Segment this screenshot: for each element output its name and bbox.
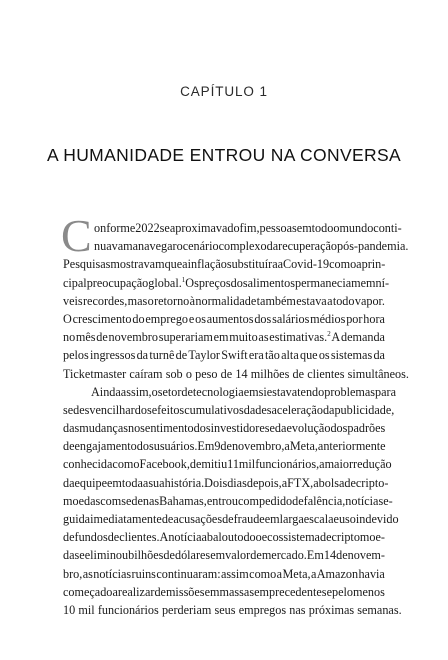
word: vapor. (354, 293, 385, 308)
word: funcionários (97, 602, 159, 617)
text-line (63, 565, 385, 583)
word: tão (265, 348, 280, 363)
word: valor (225, 548, 251, 563)
word: em (107, 475, 122, 490)
word: FTX, (287, 475, 314, 490)
footnote-marker: 1 (181, 275, 186, 284)
word: realizar (117, 584, 155, 599)
word: superariam (158, 330, 213, 345)
word: mostravam (110, 257, 165, 272)
word: a (319, 457, 325, 472)
word: mas (127, 293, 148, 308)
word: cripto- (355, 475, 389, 490)
word: se (159, 221, 170, 235)
word: funcionários, (255, 457, 320, 472)
word: dólares (174, 548, 211, 563)
word: retorno (154, 293, 190, 308)
word: de (63, 439, 75, 454)
word: seus (214, 602, 236, 617)
word: 2022 (135, 221, 160, 235)
word: todo (332, 293, 355, 308)
text-line (63, 292, 385, 310)
word: Em (197, 439, 215, 454)
word: redução (353, 457, 392, 472)
word: em (204, 584, 220, 599)
word: em (213, 330, 229, 345)
word: hora (363, 311, 385, 326)
text-line (63, 274, 390, 292)
word: complexo (218, 239, 267, 254)
word: maior (324, 457, 354, 472)
word: investidores (210, 421, 270, 436)
word: o (255, 530, 262, 545)
word: sem (249, 584, 269, 599)
word: que (164, 257, 183, 272)
word: preocupação (86, 275, 149, 290)
word: 14 (323, 548, 337, 563)
word: com (238, 493, 259, 508)
text-line (63, 255, 385, 273)
word: indevido (355, 512, 399, 526)
word: cipal (63, 275, 87, 290)
word: novembro (108, 330, 158, 345)
word: era (248, 348, 264, 363)
word: a (313, 475, 319, 490)
word: dos (254, 311, 272, 326)
word: de (163, 548, 175, 563)
text-line (63, 401, 395, 419)
chapter-label: CAPÍTULO 1 (180, 84, 268, 99)
word: de (220, 439, 232, 454)
word: de (292, 493, 304, 508)
word: Bahamas, (159, 493, 207, 508)
footnote-marker: 2 (327, 330, 331, 339)
word: a (276, 566, 283, 581)
word: da (322, 402, 335, 417)
word: A (159, 530, 169, 545)
body-text (63, 219, 409, 619)
word: bro, (63, 566, 83, 581)
word: mundo (339, 221, 374, 235)
word: preços (198, 275, 231, 290)
word: publicidade, (334, 402, 395, 417)
word: pós-pandemia. (337, 239, 409, 254)
word: conti- (373, 221, 402, 235)
word: permaneciam (294, 275, 361, 290)
word: aumentos (206, 311, 254, 326)
word: das (63, 548, 80, 563)
word: semanas. (357, 602, 402, 617)
word: empregos (238, 602, 287, 617)
text-line (63, 510, 399, 528)
word: em (360, 275, 376, 290)
word: mês (75, 330, 96, 345)
word: padrões (347, 421, 386, 436)
word: de (161, 512, 174, 526)
word: aproximava (169, 221, 228, 235)
text-line (63, 437, 385, 455)
word: navegar (138, 239, 177, 254)
word: a (142, 475, 149, 490)
word: turnê (149, 348, 175, 363)
word: o (147, 293, 154, 308)
word: dias (227, 475, 247, 490)
text-line (63, 419, 385, 437)
word: todo (311, 221, 334, 235)
word: em (210, 548, 226, 563)
word: estava (266, 384, 298, 399)
word: bolsa (318, 475, 345, 490)
word: Facebook, (139, 457, 190, 472)
word: assim (221, 566, 249, 581)
word: peso (195, 366, 218, 381)
word: e (326, 584, 332, 599)
word: que (299, 348, 318, 363)
word: em (243, 384, 259, 399)
word: Os (185, 275, 199, 290)
word: toda (121, 475, 143, 490)
word: clientes (307, 366, 345, 381)
word: sede (121, 493, 143, 508)
word: todo (233, 530, 256, 545)
word: mil (78, 602, 95, 617)
word: sistemas (330, 348, 373, 363)
word: veis (63, 293, 83, 308)
word: bilhões (128, 548, 164, 563)
word: criptomoe- (331, 530, 385, 545)
word: o (176, 239, 183, 254)
word: médios (310, 311, 346, 326)
word: falência, (303, 493, 346, 508)
word: moedas (63, 493, 101, 508)
word: imediatamente (90, 512, 162, 526)
word: no (63, 330, 76, 345)
word: a (281, 475, 288, 490)
word: recordes, (82, 293, 128, 308)
word: larga (279, 512, 304, 526)
word: em (264, 512, 280, 526)
word: mudanças (79, 421, 128, 436)
word: A (331, 330, 341, 345)
word: muito (229, 330, 258, 345)
word: precedentes (269, 584, 327, 599)
word: notícias (93, 566, 132, 581)
word: os (195, 311, 206, 326)
word: milhões (250, 366, 290, 381)
word: demitiu (189, 457, 228, 472)
word: pelo (332, 584, 354, 599)
word: Amazon (316, 566, 359, 581)
word: notícia (168, 530, 202, 545)
word: massa (219, 584, 250, 599)
word: da (373, 348, 385, 363)
word: ruins (131, 566, 156, 581)
word: de (107, 530, 120, 545)
word: se (63, 402, 74, 417)
text-line (63, 492, 393, 510)
word: O (63, 311, 72, 326)
word: Ticketmaster (63, 366, 127, 381)
word: onforme (94, 221, 136, 235)
word: simultâneos. (347, 366, 409, 381)
word: e (188, 311, 195, 326)
word: começado (63, 584, 113, 599)
word: Em (306, 548, 324, 563)
word: dos (134, 402, 152, 417)
word: guida (63, 512, 91, 526)
word: para (375, 384, 397, 399)
word: pessoas (259, 221, 297, 235)
word: Meta, (289, 439, 318, 454)
word: por (346, 311, 363, 326)
word: em (296, 221, 312, 235)
text-line (63, 310, 385, 328)
word: como (112, 457, 140, 472)
word: de (220, 366, 233, 381)
word: usuários. (153, 439, 198, 454)
word: tecnologia (192, 384, 244, 399)
word: notícia (345, 493, 379, 508)
word: Swift (221, 348, 248, 363)
word: novem- (347, 548, 385, 563)
word: de (222, 512, 234, 526)
word: 11 (227, 457, 239, 472)
word: estava (296, 293, 327, 308)
word: menos (353, 584, 385, 599)
text-line (63, 237, 409, 255)
word: de (319, 530, 332, 545)
word: nas (142, 493, 160, 508)
word: o (333, 221, 340, 235)
word: história. (164, 475, 205, 490)
word: a (327, 293, 333, 308)
word: como (329, 257, 357, 272)
text-line (63, 383, 397, 401)
word: a (182, 257, 188, 272)
word: global.$^1$ (148, 275, 186, 290)
word: a (310, 566, 317, 581)
word: a (277, 257, 284, 272)
word: pedido (258, 493, 293, 508)
word: depois, (246, 475, 282, 490)
word: de (292, 366, 305, 381)
word: Covid-19 (283, 257, 330, 272)
word: demanda (340, 330, 385, 345)
word: sob (165, 366, 183, 381)
word: dos (330, 421, 348, 436)
word: da (266, 239, 279, 254)
word: evolução (286, 421, 331, 436)
word: Ainda (91, 384, 121, 399)
word: prin- (361, 257, 386, 272)
word: engajamento (74, 439, 137, 454)
word: fim, (239, 221, 260, 235)
word: demissões (154, 584, 205, 599)
text-line (63, 455, 392, 473)
word: dos (193, 421, 211, 436)
word: escala (303, 512, 334, 526)
word: se- (378, 493, 393, 508)
word: de (336, 548, 348, 563)
word: alimentos (247, 275, 295, 290)
word: próximas (308, 602, 355, 617)
word: como (249, 566, 277, 581)
word: do (132, 311, 145, 326)
word: fraude (233, 512, 265, 526)
word: da (243, 402, 256, 417)
word: as (82, 566, 93, 581)
word: de (344, 475, 356, 490)
word: emprego (145, 311, 189, 326)
word: mil (238, 457, 256, 472)
word: pelos (63, 348, 89, 363)
word: estimativas.$^2$ (269, 330, 331, 345)
word: crescimento (72, 311, 132, 326)
text-line (63, 328, 385, 346)
word: sua (148, 475, 165, 490)
word: inflação (187, 257, 227, 272)
word: de (63, 530, 75, 545)
text-line (63, 365, 409, 383)
word: caíram (129, 366, 163, 381)
word: anteriormente (317, 439, 386, 454)
word: acusações (173, 512, 223, 526)
word: normalidade (195, 293, 257, 308)
word: desvencilhar (73, 402, 135, 417)
drop-cap: C (61, 210, 92, 261)
word: a (112, 584, 118, 599)
word: e (333, 512, 339, 526)
word: da (274, 421, 287, 436)
word: clientes. (119, 530, 160, 545)
word: havia (358, 566, 385, 581)
word: substituíra (226, 257, 278, 272)
text-line (63, 219, 402, 237)
word: de (181, 384, 193, 399)
word: ingressos (89, 348, 136, 363)
word: entrou (206, 493, 238, 508)
word: nuavam (94, 239, 133, 254)
word: tendo (297, 384, 325, 399)
word: assim, (120, 384, 152, 399)
word: Taylor (188, 348, 220, 363)
word: os (318, 348, 330, 363)
text-line (63, 583, 385, 601)
word: nas (289, 602, 306, 617)
word: e (269, 421, 275, 436)
word: no (127, 421, 141, 436)
word: do (227, 221, 240, 235)
word: a (284, 439, 290, 454)
word: ecossistema (261, 530, 320, 545)
word: novembro, (231, 439, 285, 454)
word: alta (281, 348, 299, 363)
word: dos (136, 439, 154, 454)
text-line (63, 546, 385, 564)
word: ní- (375, 275, 390, 290)
word: de (175, 348, 188, 363)
text-line (63, 346, 385, 364)
word: fundos (74, 530, 108, 545)
word: efeitos (151, 402, 185, 417)
word: recuperação (278, 239, 337, 254)
word: também (256, 293, 296, 308)
word: setor (157, 384, 182, 399)
word: continuaram: (156, 566, 221, 581)
word: cenário (182, 239, 219, 254)
word: as (258, 330, 269, 345)
word: das (63, 421, 80, 436)
word: uso (338, 512, 356, 526)
word: problemas (324, 384, 376, 399)
word: eliminou (84, 548, 129, 563)
word: dos (230, 275, 248, 290)
word: cumulativos (184, 402, 244, 417)
word: 10 (63, 602, 76, 617)
text-line (63, 601, 402, 619)
word: com (100, 493, 122, 508)
word: Pesquisas (63, 257, 111, 272)
word: mercado. (261, 548, 307, 563)
word: 9 (214, 439, 221, 454)
chapter-title: A HUMANIDADE ENTROU NA CONVERSA (46, 145, 402, 165)
word: Meta, (282, 566, 311, 581)
word: a (132, 239, 139, 254)
word: 14 (235, 366, 248, 381)
word: à (189, 293, 196, 308)
word: o (185, 366, 192, 381)
word: de (96, 330, 108, 345)
text-line (63, 528, 385, 546)
word: salários (272, 311, 310, 326)
word: a (356, 257, 362, 272)
text-line (63, 474, 389, 492)
word: perderiam (161, 602, 212, 617)
word: equipe (74, 475, 108, 490)
word: si (258, 384, 267, 399)
word: abalou (201, 530, 234, 545)
word: sentimento (140, 421, 194, 436)
word: e (79, 548, 85, 563)
word: da (63, 475, 75, 490)
word: Dois (204, 475, 228, 490)
word: desaceleração (255, 402, 323, 417)
word: conhecida (63, 457, 113, 472)
word: de (250, 548, 262, 563)
word: da (136, 348, 149, 363)
word: o (151, 384, 158, 399)
